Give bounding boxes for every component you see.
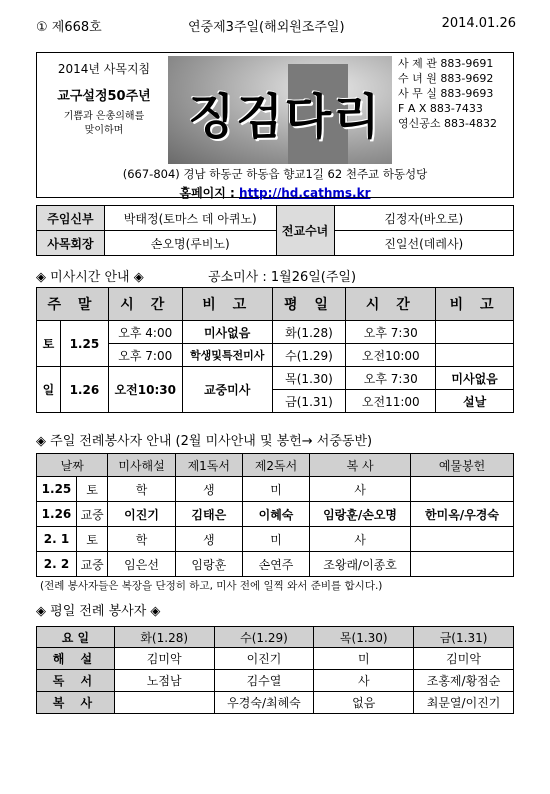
weekday-note: 미사없음 — [436, 367, 514, 390]
row-offering: 한미옥/우경숙 — [411, 502, 514, 527]
table-row — [37, 552, 514, 577]
sat-note-2: 학생및특전미사 — [182, 344, 272, 367]
row-label: 독 서 — [37, 670, 115, 692]
row-cell: 노점남 — [114, 670, 214, 692]
issue-number: ① 제668호 — [36, 20, 102, 35]
row-reading-1: 김태은 — [175, 502, 242, 527]
slogan-block — [42, 56, 166, 164]
sat-time-2: 오후 7:00 — [108, 344, 182, 367]
slogan-line-3a: 기쁨과 은총의해를 — [63, 111, 145, 122]
row-cell: 최문열/이진기 — [414, 692, 514, 714]
table-row — [37, 670, 514, 692]
homepage-label: 홈페이지 : — [179, 186, 240, 200]
row-date: 1.26 — [37, 502, 77, 527]
row-day: 토 — [76, 527, 108, 552]
sun-note: 교중미사 — [182, 367, 272, 413]
row-cell: 우경숙/최혜숙 — [214, 692, 314, 714]
row-offering — [411, 552, 514, 577]
col-time: 시 간 — [108, 288, 182, 321]
contact-list — [398, 56, 514, 131]
liturgy-table — [36, 453, 514, 577]
slogan-line-3 — [42, 110, 166, 138]
banner-image — [168, 56, 392, 164]
row-reading-2: 미 — [242, 527, 309, 552]
row-date: 1.25 — [37, 477, 77, 502]
contact-item: F A X 883-7433 — [398, 102, 483, 115]
weekday-day: 목(1.30) — [272, 367, 346, 390]
col-fri: 금(1.31) — [414, 627, 514, 648]
homepage-link[interactable]: http://hd.cathms.kr — [239, 186, 371, 200]
weekday-time: 오전10:00 — [346, 344, 436, 367]
row-date: 2. 2 — [37, 552, 77, 577]
banner-title: 징검다리 — [188, 89, 382, 145]
row-altar-server: 임랑훈/손오명 — [310, 502, 411, 527]
row-commentary: 임은선 — [108, 552, 175, 577]
row-cell: 김미악 — [114, 648, 214, 670]
row-altar-server: 사 — [310, 527, 411, 552]
col-altar-server: 복 사 — [310, 454, 411, 477]
weekday-day: 금(1.31) — [272, 390, 346, 413]
contact-item: 영신공소 883-4832 — [398, 117, 497, 130]
table-row — [37, 527, 514, 552]
sat-time-1: 오후 4:00 — [108, 321, 182, 344]
mission-mass-note: 공소미사 : 1월26일(주일) — [208, 270, 357, 285]
weekday-section-title: ◈ 평일 전례 봉사자 ◈ — [36, 604, 161, 619]
row-reading-1: 생 — [175, 527, 242, 552]
row-cell: 미 — [314, 648, 414, 670]
row-altar-server: 조왕래/이종호 — [310, 552, 411, 577]
weekday-note — [436, 321, 514, 344]
row-commentary: 이진기 — [108, 502, 175, 527]
issue-date: 2014.01.26 — [441, 16, 516, 31]
mass-section-title: ◈ 미사시간 안내 ◈ — [36, 270, 144, 285]
col-note: 비 고 — [436, 288, 514, 321]
weekday-day: 수(1.29) — [272, 344, 346, 367]
col-wed: 수(1.29) — [214, 627, 314, 648]
sun-day: 일 — [37, 367, 61, 413]
row-cell: 이진기 — [214, 648, 314, 670]
slogan-line-3b: 맞이하며 — [84, 125, 124, 136]
col-weekend: 주 말 — [37, 288, 109, 321]
table-row — [37, 648, 514, 670]
table-row — [37, 692, 514, 714]
row-cell: 사 — [314, 670, 414, 692]
row-reading-1: 임랑훈 — [175, 552, 242, 577]
row-altar-server: 사 — [310, 477, 411, 502]
row-reading-2: 미 — [242, 477, 309, 502]
liturgy-section-title: ◈ 주일 전례봉사자 안내 (2월 미사안내 및 봉헌→ 서중동반) — [36, 434, 373, 449]
staff-table — [36, 205, 514, 256]
row-reading-2: 이혜숙 — [242, 502, 309, 527]
row-cell: 김수열 — [214, 670, 314, 692]
contact-item: 사 제 관 883-9691 — [398, 57, 494, 70]
col-date: 날짜 — [37, 454, 108, 477]
col-thu: 목(1.30) — [314, 627, 414, 648]
weekday-time: 오전11:00 — [346, 390, 436, 413]
sun-time: 오전10:30 — [108, 367, 182, 413]
sister-name-1: 김정자(바오로) — [334, 206, 513, 231]
col-time: 시 간 — [346, 288, 436, 321]
col-day: 요 일 — [37, 627, 115, 648]
sat-note-1: 미사없음 — [182, 321, 272, 344]
council-name: 손오명(루비노) — [104, 231, 276, 256]
row-day: 교중 — [76, 552, 108, 577]
row-offering — [411, 527, 514, 552]
homepage-line — [36, 184, 514, 201]
row-day: 토 — [76, 477, 108, 502]
col-reading-1: 제1독서 — [175, 454, 242, 477]
weekday-note — [436, 344, 514, 367]
col-tue: 화(1.28) — [114, 627, 214, 648]
contact-item: 수 녀 원 883-9692 — [398, 72, 494, 85]
sat-date: 1.25 — [60, 321, 108, 367]
pastor-label: 주임신부 — [37, 206, 105, 231]
sat-day: 토 — [37, 321, 61, 367]
row-commentary: 학 — [108, 477, 175, 502]
sun-date: 1.26 — [60, 367, 108, 413]
liturgy-note: (전례 봉사자들은 복장을 단정히 하고, 미사 전에 일찍 와서 준비를 합시다.) — [40, 580, 383, 592]
col-offering: 예물봉헌 — [411, 454, 514, 477]
weekday-note: 설날 — [436, 390, 514, 413]
row-label: 복 사 — [37, 692, 115, 714]
weekday-day: 화(1.28) — [272, 321, 346, 344]
mass-table — [36, 287, 514, 413]
week-title: 연중제3주일(해외원조주일) — [188, 20, 345, 35]
col-commentary: 미사해설 — [108, 454, 175, 477]
council-label: 사목회장 — [37, 231, 105, 256]
table-row — [37, 502, 514, 527]
weekday-table — [36, 626, 514, 714]
address: (667-804) 경남 하동군 하동읍 향교1길 62 천주교 하동성당 — [122, 167, 428, 181]
row-date: 2. 1 — [37, 527, 77, 552]
pastor-name: 박태정(토마스 데 아퀴노) — [104, 206, 276, 231]
weekday-time: 오후 7:30 — [346, 367, 436, 390]
row-cell: 없음 — [314, 692, 414, 714]
row-cell — [114, 692, 214, 714]
row-cell: 조홍제/황점순 — [414, 670, 514, 692]
sister-label: 전교수녀 — [276, 206, 334, 256]
col-weekday: 평 일 — [272, 288, 346, 321]
table-row — [37, 477, 514, 502]
row-commentary: 학 — [108, 527, 175, 552]
contact-item: 사 무 실 883-9693 — [398, 87, 494, 100]
row-reading-2: 손연주 — [242, 552, 309, 577]
row-reading-1: 생 — [175, 477, 242, 502]
weekday-time: 오후 7:30 — [346, 321, 436, 344]
row-label: 해 설 — [37, 648, 115, 670]
slogan-line-1: 2014년 사목지침 — [57, 62, 151, 76]
row-day: 교중 — [76, 502, 108, 527]
top-line — [36, 16, 516, 34]
col-reading-2: 제2독서 — [242, 454, 309, 477]
slogan-line-2: 교구설정50주년 — [57, 89, 151, 104]
col-note: 비 고 — [182, 288, 272, 321]
row-cell: 김미악 — [414, 648, 514, 670]
row-offering — [411, 477, 514, 502]
sister-name-2: 진일선(데레사) — [334, 231, 513, 256]
